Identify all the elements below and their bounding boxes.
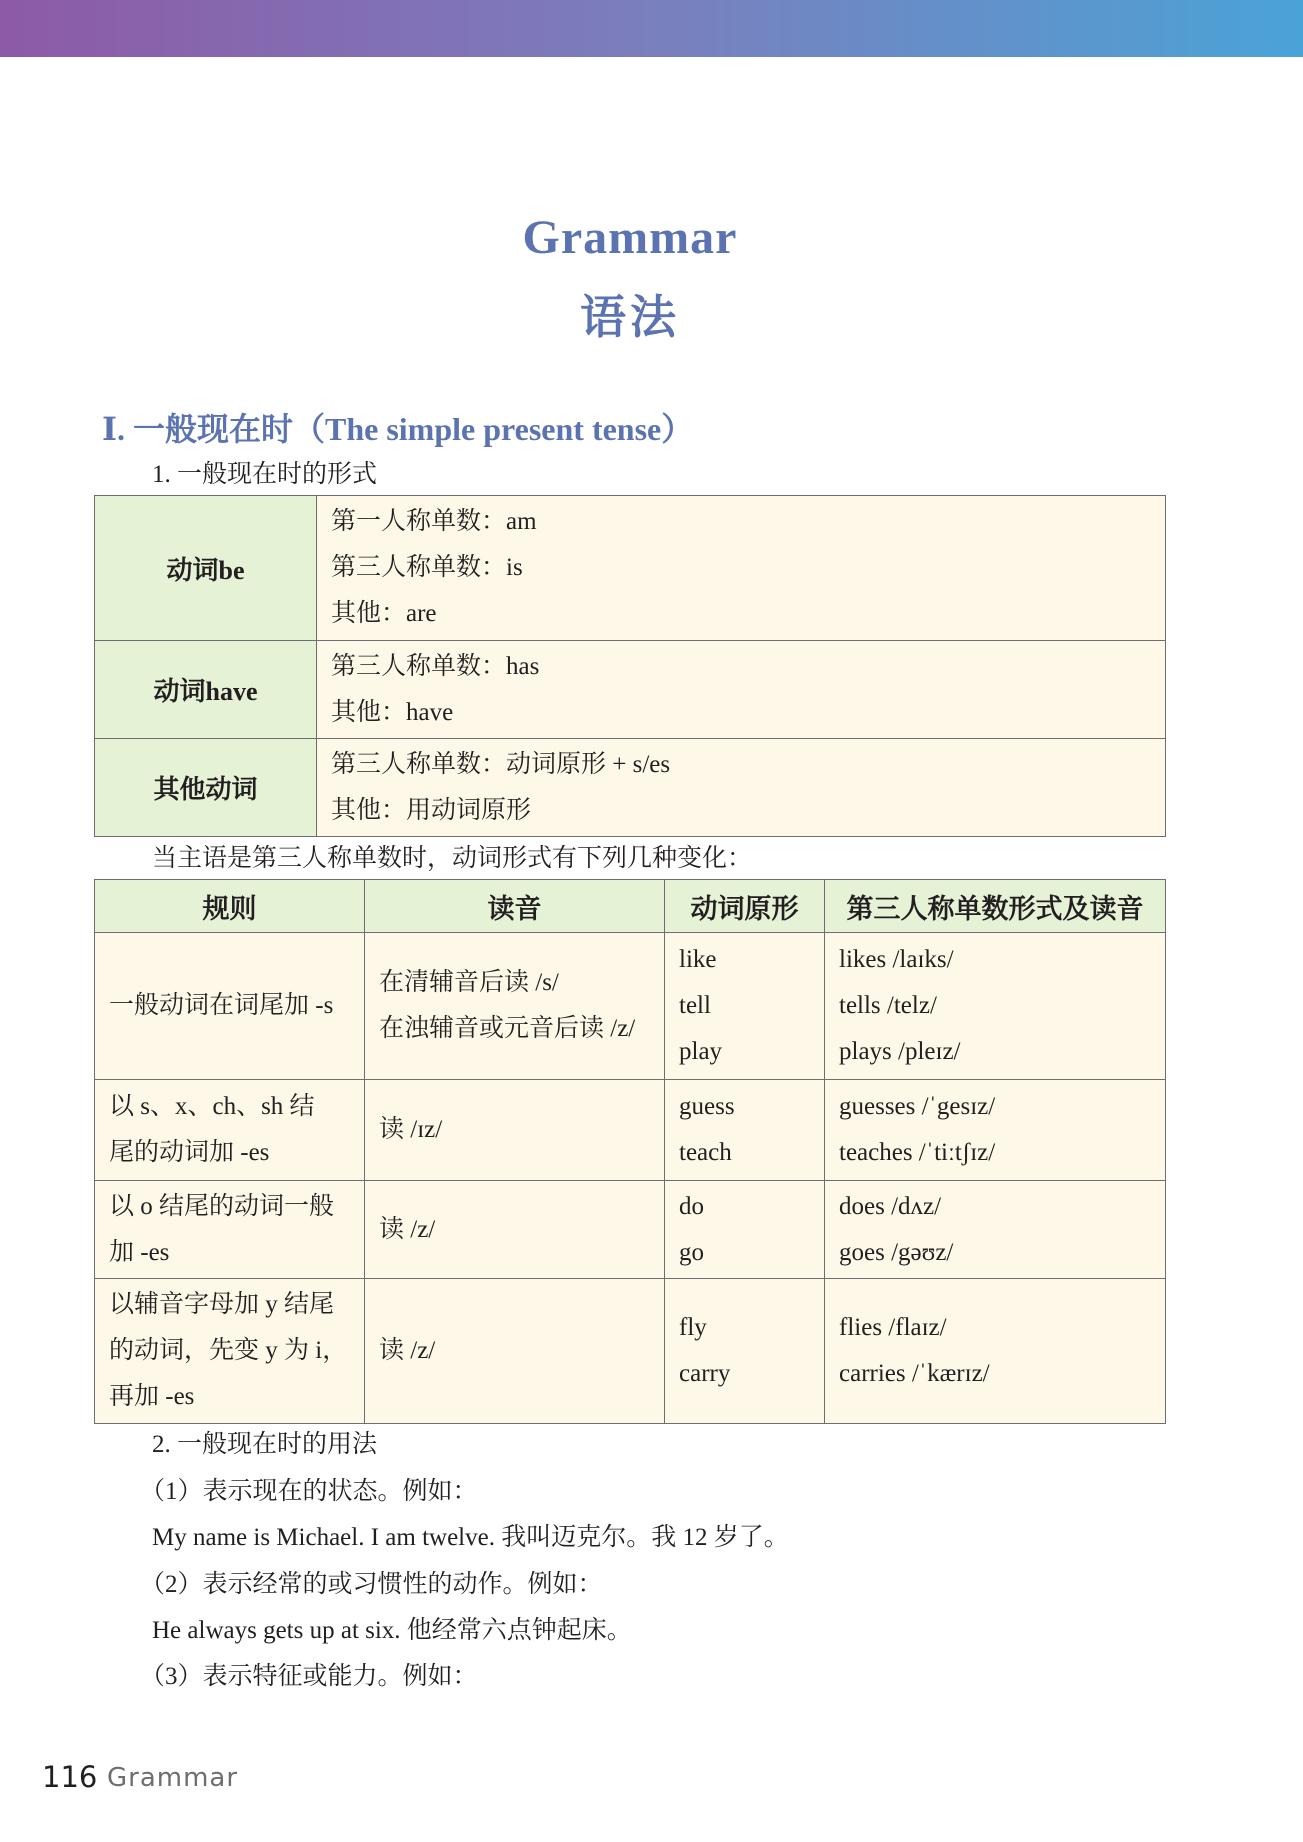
cell-line: flies /flaɪz/ [839,1314,947,1341]
table-row [95,1181,1166,1279]
base-form-cell [665,1080,825,1181]
form-content [317,496,1166,641]
usage-item: （1）表示现在的状态。例如： [140,1478,478,1505]
table-row [95,1279,1166,1424]
rule-cell [95,1279,365,1424]
cell-line: likes /laɪks/ [839,946,954,973]
table-row [95,496,1166,641]
usage-example: He always gets up at six. 他经常六点钟起床。 [152,1617,632,1644]
usage-item: （3）表示特征或能力。例如： [140,1663,478,1690]
footer-label: Grammar [107,1763,239,1793]
form-label: 动词have [95,641,317,739]
base-form-cell [665,1279,825,1424]
conjugation-rules-table [94,879,1166,1424]
table-header-row [95,880,1166,933]
third-person-cell [825,1279,1166,1424]
table-row [95,739,1166,837]
cell-line: 读 /z/ [379,1337,436,1364]
cell-line: 读 /z/ [379,1215,436,1243]
rule-cell [95,933,365,1080]
cell-line: teach [679,1139,732,1166]
cell-line: 一般动词在词尾加 -s [109,992,334,1019]
cell-line: go [679,1238,704,1266]
base-form-cell [665,1181,825,1279]
subheading-forms: 1. 一般现在时的形式 [152,461,378,488]
cell-line: does /dʌz/ [839,1192,942,1220]
form-line: 第三人称单数：has [331,652,540,680]
cell-line: do [679,1192,704,1220]
pronunciation-cell [365,933,665,1080]
table-row [95,641,1166,739]
form-line: 其他：are [331,600,437,627]
cell-line: 在浊辅音或元音后读 /z/ [379,1015,636,1042]
rule-cell [95,1080,365,1181]
pronunciation-cell [365,1080,665,1181]
column-header: 规则 [95,880,365,933]
usage-example: My name is Michael. I am twelve. 我叫迈克尔。我 12 岁了。 [152,1524,789,1551]
subheading-usage: 2. 一般现在时的用法 [152,1431,378,1458]
cell-line: 尾的动词加 -es [109,1139,270,1166]
cell-line: 在清辅音后读 /s/ [379,969,559,996]
cell-line: tell [679,992,711,1019]
page-title-english: Grammar [522,211,738,264]
forms-table [94,495,1166,837]
column-header: 读音 [365,880,665,933]
form-line: 第三人称单数：动词原形 + s/es [331,750,671,778]
form-content [317,739,1166,837]
form-line: 其他：用动词原形 [331,796,532,824]
form-content [317,641,1166,739]
cell-line: carry [679,1360,731,1387]
table-row [95,1080,1166,1181]
rule-cell [95,1181,365,1279]
pronunciation-cell [365,1279,665,1424]
table-row [95,933,1166,1080]
cell-line: guesses /ˈgesɪz/ [839,1093,996,1120]
pronunciation-cell [365,1181,665,1279]
section-heading: Ⅰ. 一般现在时（The simple present tense） [102,411,694,447]
cell-line: 读 /ɪz/ [379,1116,443,1143]
column-header: 动词原形 [665,880,825,933]
base-form-cell [665,933,825,1080]
cell-line: goes /gəʊz/ [839,1238,954,1266]
cell-line: plays /pleɪz/ [839,1038,961,1065]
third-person-cell [825,933,1166,1080]
cell-line: 再加 -es [109,1383,195,1410]
usage-item: （2）表示经常的或习惯性的动作。例如： [140,1571,603,1598]
cell-line: tells /telz/ [839,992,937,1019]
form-label: 动词be [95,496,317,641]
form-line: 其他：have [331,698,454,726]
cell-line: 以辅音字母加 y 结尾 [109,1291,335,1318]
page-number: 116 [42,1760,98,1794]
third-person-cell [825,1181,1166,1279]
cell-line: teaches /ˈtiːtʃɪz/ [839,1139,996,1166]
form-line: 第三人称单数：is [331,554,523,581]
cell-line: fly [679,1314,707,1341]
column-header: 第三人称单数形式及读音 [825,880,1166,933]
form-line: 第一人称单数：am [331,508,537,535]
form-label: 其他动词 [95,739,317,837]
cell-line: 以 s、x、ch、sh 结 [109,1093,315,1120]
cell-line: guess [679,1093,735,1120]
page-title-chinese: 语法 [580,292,680,343]
transition-text: 当主语是第三人称单数时，动词形式有下列几种变化： [152,845,753,872]
third-person-cell [825,1080,1166,1181]
cell-line: 加 -es [109,1238,170,1266]
cell-line: 的动词，先变 y 为 i， [109,1337,348,1364]
cell-line: like [679,946,717,973]
cell-line: carries /ˈkærɪz/ [839,1360,990,1387]
cell-line: 以 o 结尾的动词一般 [109,1192,335,1220]
top-banner [0,0,1303,57]
cell-line: play [679,1038,723,1065]
